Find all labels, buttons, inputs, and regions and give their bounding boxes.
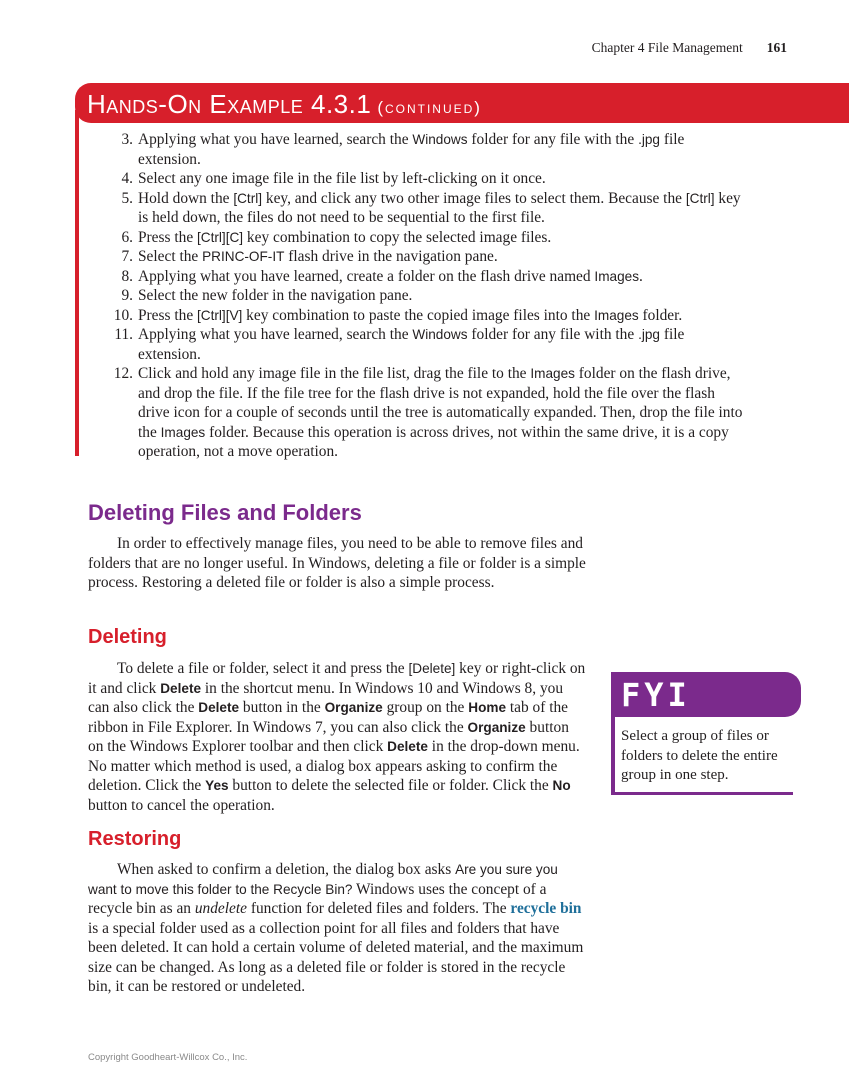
text-run: Home [468, 700, 507, 715]
step-text [133, 247, 748, 267]
text-run: folder for any file with the [467, 131, 639, 148]
step-number: 5. [121, 189, 133, 207]
copyright-footer: Copyright Goodheart-Willcox Co., Inc. [88, 1052, 248, 1063]
text-run: Press the [138, 228, 197, 246]
text-run: When asked to confirm a deletion, the dialog box asks [117, 861, 456, 878]
list-item [100, 306, 748, 326]
text-run: .jpg [638, 132, 660, 147]
text-run: [Delete] [408, 661, 456, 676]
text-run: folder for any file with the [467, 326, 639, 343]
text-run: Select the new folder in the navigation pane. [138, 287, 413, 304]
text-run: Hold down the [138, 189, 234, 207]
text-run: button on the Windows Explorer toolbar and then click [88, 718, 569, 755]
paragraph-deleting-files [88, 534, 586, 593]
hands-on-banner [75, 83, 849, 123]
text-run: . [639, 267, 643, 285]
list-item [100, 364, 748, 462]
list-item [100, 130, 748, 169]
step-text [133, 228, 748, 248]
text-run: Windows uses the concept of a recycle bin as an [88, 880, 547, 917]
step-text [133, 267, 748, 287]
text-run: Delete [198, 700, 240, 715]
text-run: in the shortcut menu. In Windows 10 and Windows 8, you can also click the [88, 679, 564, 716]
subsection-heading-deleting: Deleting [88, 626, 167, 648]
text-run: To delete a file or folder, select it and press the [117, 660, 409, 677]
list-item [100, 247, 748, 267]
step-number: 12. [113, 365, 133, 382]
text-run: Applying what you have learned, search the [138, 131, 413, 148]
step-number: 11. [114, 326, 133, 343]
text-run: Select the [138, 248, 203, 265]
text-run: In order to effectively manage files, you need to be able to remove files and folders that are no longer useful. In Windows, deleting a file or folder is a simple process. Restoring a deleted file or folder is also a simple process. [88, 535, 586, 591]
text-run: [Ctrl] [685, 190, 715, 206]
text-run: button in the [239, 699, 325, 716]
step-number: 4. [121, 170, 133, 187]
text-run: Delete [160, 680, 202, 696]
text-run: key combination to paste the copied image files into the [242, 306, 595, 324]
text-run: Yes [205, 778, 229, 793]
steps-list [100, 130, 748, 462]
paragraph-deleting [88, 659, 586, 815]
text-run: flash drive in the navigation pane. [284, 248, 498, 265]
text-run: No [552, 778, 571, 793]
list-item [100, 267, 748, 287]
running-header [592, 38, 787, 58]
list-item [100, 286, 748, 306]
step-text [133, 130, 748, 169]
step-number: 3. [121, 131, 133, 148]
text-run: Select any one image file in the file list by left-clicking on it once. [138, 170, 546, 187]
text-run: undelete [194, 900, 247, 917]
text-run: Click and hold any image file in the file list, drag the file to the [138, 365, 531, 382]
text-run: button to delete the selected file or folder. Click the [228, 777, 553, 794]
text-run: Images [530, 366, 575, 381]
text-run: Windows [412, 327, 468, 342]
fyi-title: FYI [611, 672, 801, 717]
text-run: Images [594, 268, 639, 284]
text-run: PRINC-OF-IT [202, 249, 285, 264]
key-term: recycle bin [510, 900, 582, 917]
banner-continued: (continued) [377, 98, 482, 117]
text-run: .jpg [638, 327, 660, 342]
step-text [133, 325, 748, 364]
text-run: is a special folder used as a collection point for all files and folders that have been deleted. It can hold a certain volume of deleted material, and the maximum size can be changed. As long as a deleted file or folder is stored in the recycle bin, it can be restored or undeleted. [88, 919, 584, 995]
text-run: folder on the flash drive, and drop the file. If the file tree for the flash drive is not expanded, hold the file over the flash drive icon for a couple of seconds until the tree is automatically expanded. Then, drop the file into the [138, 365, 743, 441]
text-run: [Ctrl][C] [197, 229, 244, 245]
text-run: Organize [324, 700, 383, 715]
text-run: [Ctrl] [233, 190, 263, 206]
text-run: Delete [387, 739, 428, 754]
text-run: in the drop-down menu. No matter which method is used, a dialog box appears asking to confirm the deletion. Click the [88, 738, 580, 794]
step-text [133, 189, 748, 228]
paragraph-restoring [88, 860, 586, 997]
text-run: button to cancel the operation. [88, 796, 275, 814]
banner-side-rule [75, 110, 79, 456]
section-heading: Deleting Files and Folders [88, 500, 362, 525]
text-run: Images [160, 424, 206, 440]
step-text [133, 364, 748, 462]
text-run: folder. Because this operation is across drives, not within the same drive, it is a copy operation, not a move operation. [138, 423, 729, 460]
step-text [133, 169, 748, 189]
list-item [100, 189, 748, 228]
text-run: function for deleted files and folders. The [246, 900, 511, 917]
text-run: key is held down, the files do not need to be sequential to the first file. [138, 189, 741, 226]
text-run: tab of the ribbon in File Explorer. In Windows 7, you can also click the [88, 699, 568, 736]
step-number: 6. [121, 228, 133, 246]
text-run: Applying what you have learned, create a folder on the flash drive named [138, 267, 595, 285]
step-number: 8. [121, 267, 133, 285]
step-number: 10. [113, 306, 133, 324]
text-run: folder. [638, 306, 683, 324]
text-run: Applying what you have learned, search the [138, 326, 413, 343]
text-run: key, and click any two other image files to select them. Because the [262, 189, 686, 207]
list-item [100, 169, 748, 189]
list-item [100, 325, 748, 364]
fyi-text: Select a group of files or folders to delete the entire group in one step. [611, 717, 793, 795]
subsection-heading-restoring: Restoring [88, 828, 182, 850]
text-run: file extension. [138, 131, 685, 168]
text-run: file extension. [138, 326, 685, 363]
chapter-title: Chapter 4 File Management [591, 40, 743, 55]
fyi-box [611, 672, 801, 795]
step-text [133, 306, 748, 326]
text-run: Are you sure you want to move this folder to the Recycle Bin? [88, 862, 558, 897]
text-run: group on the [382, 699, 469, 716]
text-run: Images [594, 307, 639, 323]
text-run: [Ctrl][V] [197, 307, 243, 323]
list-item [100, 228, 748, 248]
step-text [133, 286, 748, 306]
page-number: 161 [766, 40, 787, 55]
text-run: Organize [467, 719, 526, 735]
step-number: 9. [121, 287, 133, 304]
text-run: key or right-click on it and click [88, 660, 586, 697]
text-run: Windows [412, 132, 468, 147]
step-number: 7. [121, 248, 133, 265]
text-run: key combination to copy the selected image files. [243, 228, 552, 246]
banner-title: Hands-On Example 4.3.1 [87, 89, 372, 119]
text-run: Press the [138, 306, 197, 324]
